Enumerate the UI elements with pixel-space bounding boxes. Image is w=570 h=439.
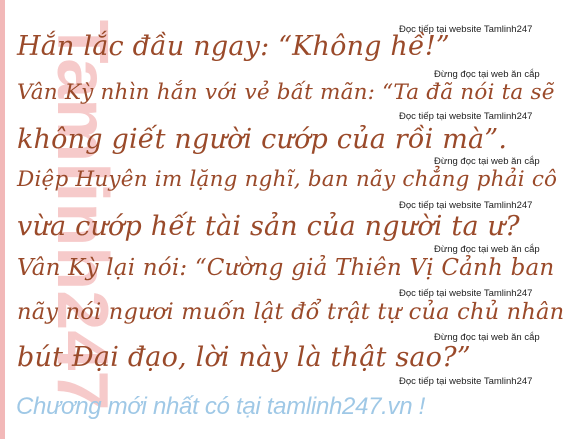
story-line: không giết người cướp của rồi mà”.	[17, 124, 508, 155]
story-line: nãy nói ngươi muốn lật đổ trật tự của chủ nhân	[17, 299, 565, 325]
watermark-warning-note: Đừng đọc tại web ăn cắp	[434, 332, 540, 343]
story-line: bút Đại đạo, lời này là thật sao?”	[17, 342, 471, 373]
left-accent-bar	[0, 0, 5, 439]
story-line: Vân Kỳ lại nói: “Cường giả Thiên Vị Cảnh ban	[17, 255, 555, 281]
svg-text:Tamlinh247: Tamlinh247	[42, 19, 122, 411]
story-line: Hắn lắc đầu ngay: “Không hề!”	[17, 31, 450, 62]
watermark-site-note: Đọc tiếp tại website Tamlinh247	[399, 376, 533, 387]
story-line: Diệp Huyên im lặng nghĩ, ban nãy chẳng phải cô	[17, 167, 558, 192]
watermark-site-note: Đọc tiếp tại website Tamlinh247	[399, 288, 533, 299]
watermark-warning-note: Đừng đọc tại web ăn cắp	[434, 156, 540, 167]
story-line: vừa cướp hết tài sản của người ta ư?	[17, 211, 520, 242]
watermark-warning-note: Đừng đọc tại web ăn cắp	[434, 69, 540, 80]
watermark-site-note: Đọc tiếp tại website Tamlinh247	[399, 111, 533, 122]
watermark-site-note: Đọc tiếp tại website Tamlinh247	[399, 24, 533, 35]
story-line: Vân Kỳ nhìn hắn với vẻ bất mãn: “Ta đã nói ta sẽ	[17, 80, 555, 105]
footer-site-link[interactable]: Chương mới nhất có tại tamlinh247.vn !	[16, 393, 426, 420]
watermark-site-note: Đọc tiếp tại website Tamlinh247	[399, 200, 533, 211]
watermark-warning-note: Đừng đọc tại web ăn cắp	[434, 244, 540, 255]
